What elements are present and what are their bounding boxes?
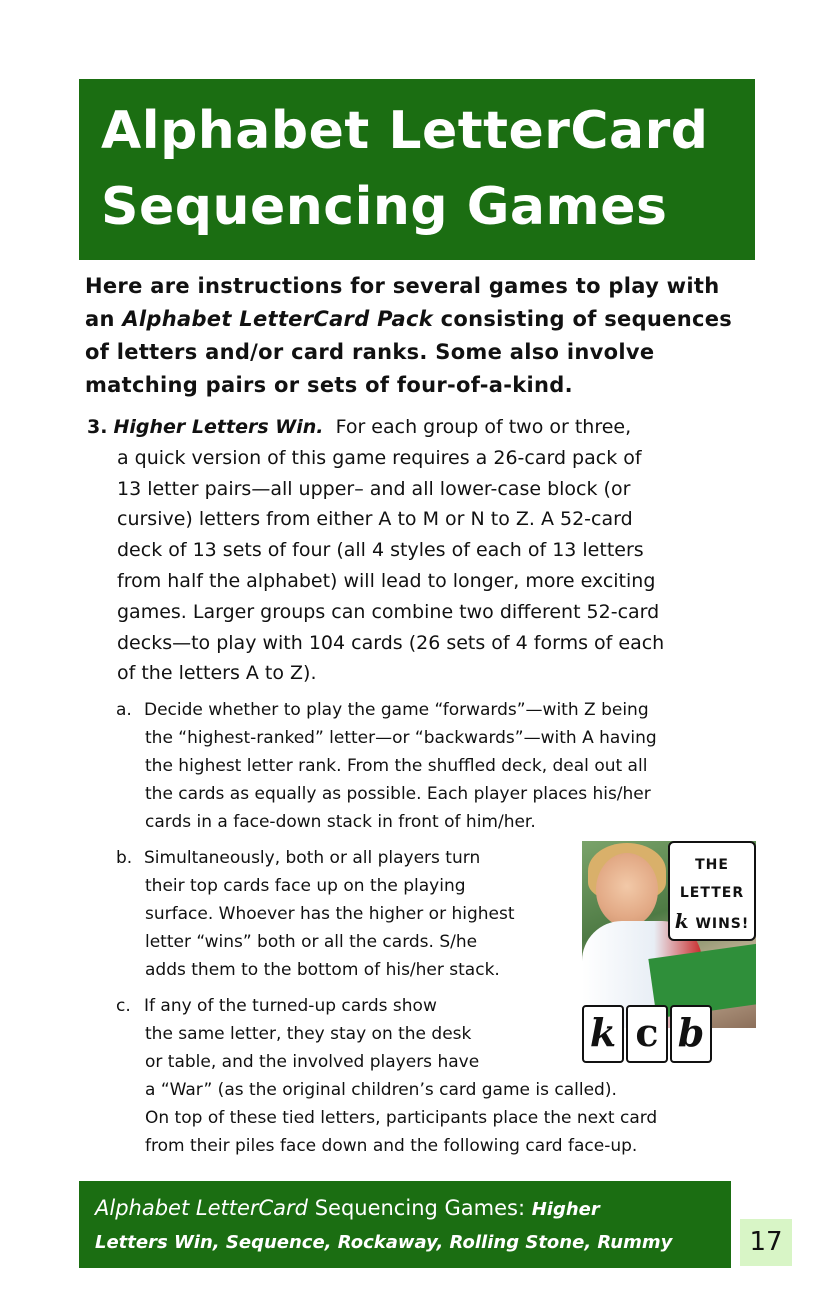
rule-line: from half the alphabet) will lead to longer, more exciting	[117, 569, 656, 592]
sub-step-b-first	[116, 844, 576, 872]
bubble-line-2: LETTER	[679, 885, 745, 901]
sub-step-a-text: Decide whether to play the game “forwards”—with Z being	[144, 700, 649, 720]
rule-item-3-first-line	[87, 412, 747, 443]
sub-step-b-text: Simultaneously, both or all players turn	[144, 848, 481, 868]
intro-line-1: Here are instructions for several games to play with	[85, 274, 720, 298]
sub-step-b-line: adds them to the bottom of his/her stack.	[145, 960, 500, 980]
intro-line-3: of letters and/or card ranks. Some also involve	[85, 340, 655, 364]
sub-step-b-letter: b.	[116, 848, 133, 868]
bubble-letter: k	[674, 909, 690, 933]
rule-title: Higher Letters Win.	[113, 416, 324, 438]
sub-step-a-letter: a.	[116, 700, 132, 720]
footer-title-italic: Alphabet LetterCard	[95, 1196, 309, 1220]
page-number: 17	[740, 1219, 792, 1266]
sub-step-c-text: If any of the turned-up cards show	[144, 996, 437, 1016]
rule-line: cursive) letters from either A to M or N to Z. A 52-card	[117, 508, 633, 531]
sub-step-c-line: the same letter, they stay on the desk	[145, 1024, 472, 1044]
sub-step-b	[116, 844, 576, 984]
sub-step-a-line: the “highest-ranked” letter—or “backwards”—with A having	[145, 728, 657, 748]
rule-line: deck of 13 sets of four (all 4 styles of each of 13 letters	[117, 539, 644, 562]
sub-step-c-letter: c.	[116, 996, 131, 1016]
title-banner	[79, 79, 755, 260]
rule-line: games. Larger groups can combine two different 52-card	[117, 600, 660, 623]
sub-step-a-first	[116, 696, 746, 724]
sub-step-b-line: their top cards face up on the playing	[145, 876, 466, 896]
intro-line-4: matching pairs or sets of four-of-a-kind.	[85, 373, 573, 397]
intro-line-2	[85, 303, 745, 336]
sub-step-a-line: cards in a face-down stack in front of him/her.	[145, 812, 536, 832]
sub-step-b-line: surface. Whoever has the higher or highest	[145, 904, 515, 924]
speech-bubble	[668, 841, 756, 941]
bubble-line-1: THE	[695, 857, 729, 873]
sub-step-c-line: a “War” (as the original children’s card game is called).	[145, 1080, 617, 1100]
sub-step-a-line: the highest letter rank. From the shuffled deck, deal out all	[145, 756, 648, 776]
footer-title-tail: Higher	[531, 1199, 600, 1220]
letter-card-k: k	[582, 1005, 624, 1063]
intro-paragraph	[85, 270, 745, 402]
footer-title-plain: Sequencing Games:	[308, 1196, 532, 1220]
sub-step-c-line: On top of these tied letters, participants place the next card	[145, 1108, 658, 1128]
sub-step-a	[116, 696, 746, 836]
bubble-wins: WINS!	[695, 916, 750, 932]
intro-line-2-pre: an	[85, 307, 123, 331]
rule-first-line-rest: For each group of two or three,	[335, 416, 632, 438]
letter-card-b: b	[670, 1005, 712, 1063]
rule-item-3	[87, 412, 747, 689]
sub-step-b-line: letter “wins” both or all the cards. S/he	[145, 932, 478, 952]
intro-line-2-em: Alphabet LetterCard Pack	[122, 307, 433, 331]
intro-line-2-post: consisting of sequences	[433, 307, 733, 331]
rule-line: of the letters A to Z).	[117, 662, 317, 685]
sub-step-a-line: the cards as equally as possible. Each player places his/her	[145, 784, 651, 804]
sub-step-c-line: from their piles face down and the following card face-up.	[145, 1136, 638, 1156]
letter-card-c: c	[626, 1005, 668, 1063]
footer-banner	[79, 1181, 731, 1268]
photo-face-shape	[596, 853, 658, 927]
rule-line: 13 letter pairs—all upper– and all lower-case block (or	[117, 477, 631, 500]
footer-line-1	[95, 1191, 731, 1227]
title-line-2: Sequencing Games	[101, 177, 668, 237]
title-line-1: Alphabet LetterCard	[101, 101, 709, 161]
rule-line: decks—to play with 104 cards (26 sets of 4 forms of each	[117, 631, 665, 654]
footer-line-2: Letters Win, Sequence, Rockaway, Rolling Stone, Rummy	[95, 1232, 673, 1253]
rule-number: 3.	[87, 416, 108, 438]
sub-step-c-line: or table, and the involved players have	[145, 1052, 480, 1072]
bubble-line-3	[670, 907, 754, 938]
rule-line: a quick version of this game requires a 26-card pack of	[117, 446, 642, 469]
